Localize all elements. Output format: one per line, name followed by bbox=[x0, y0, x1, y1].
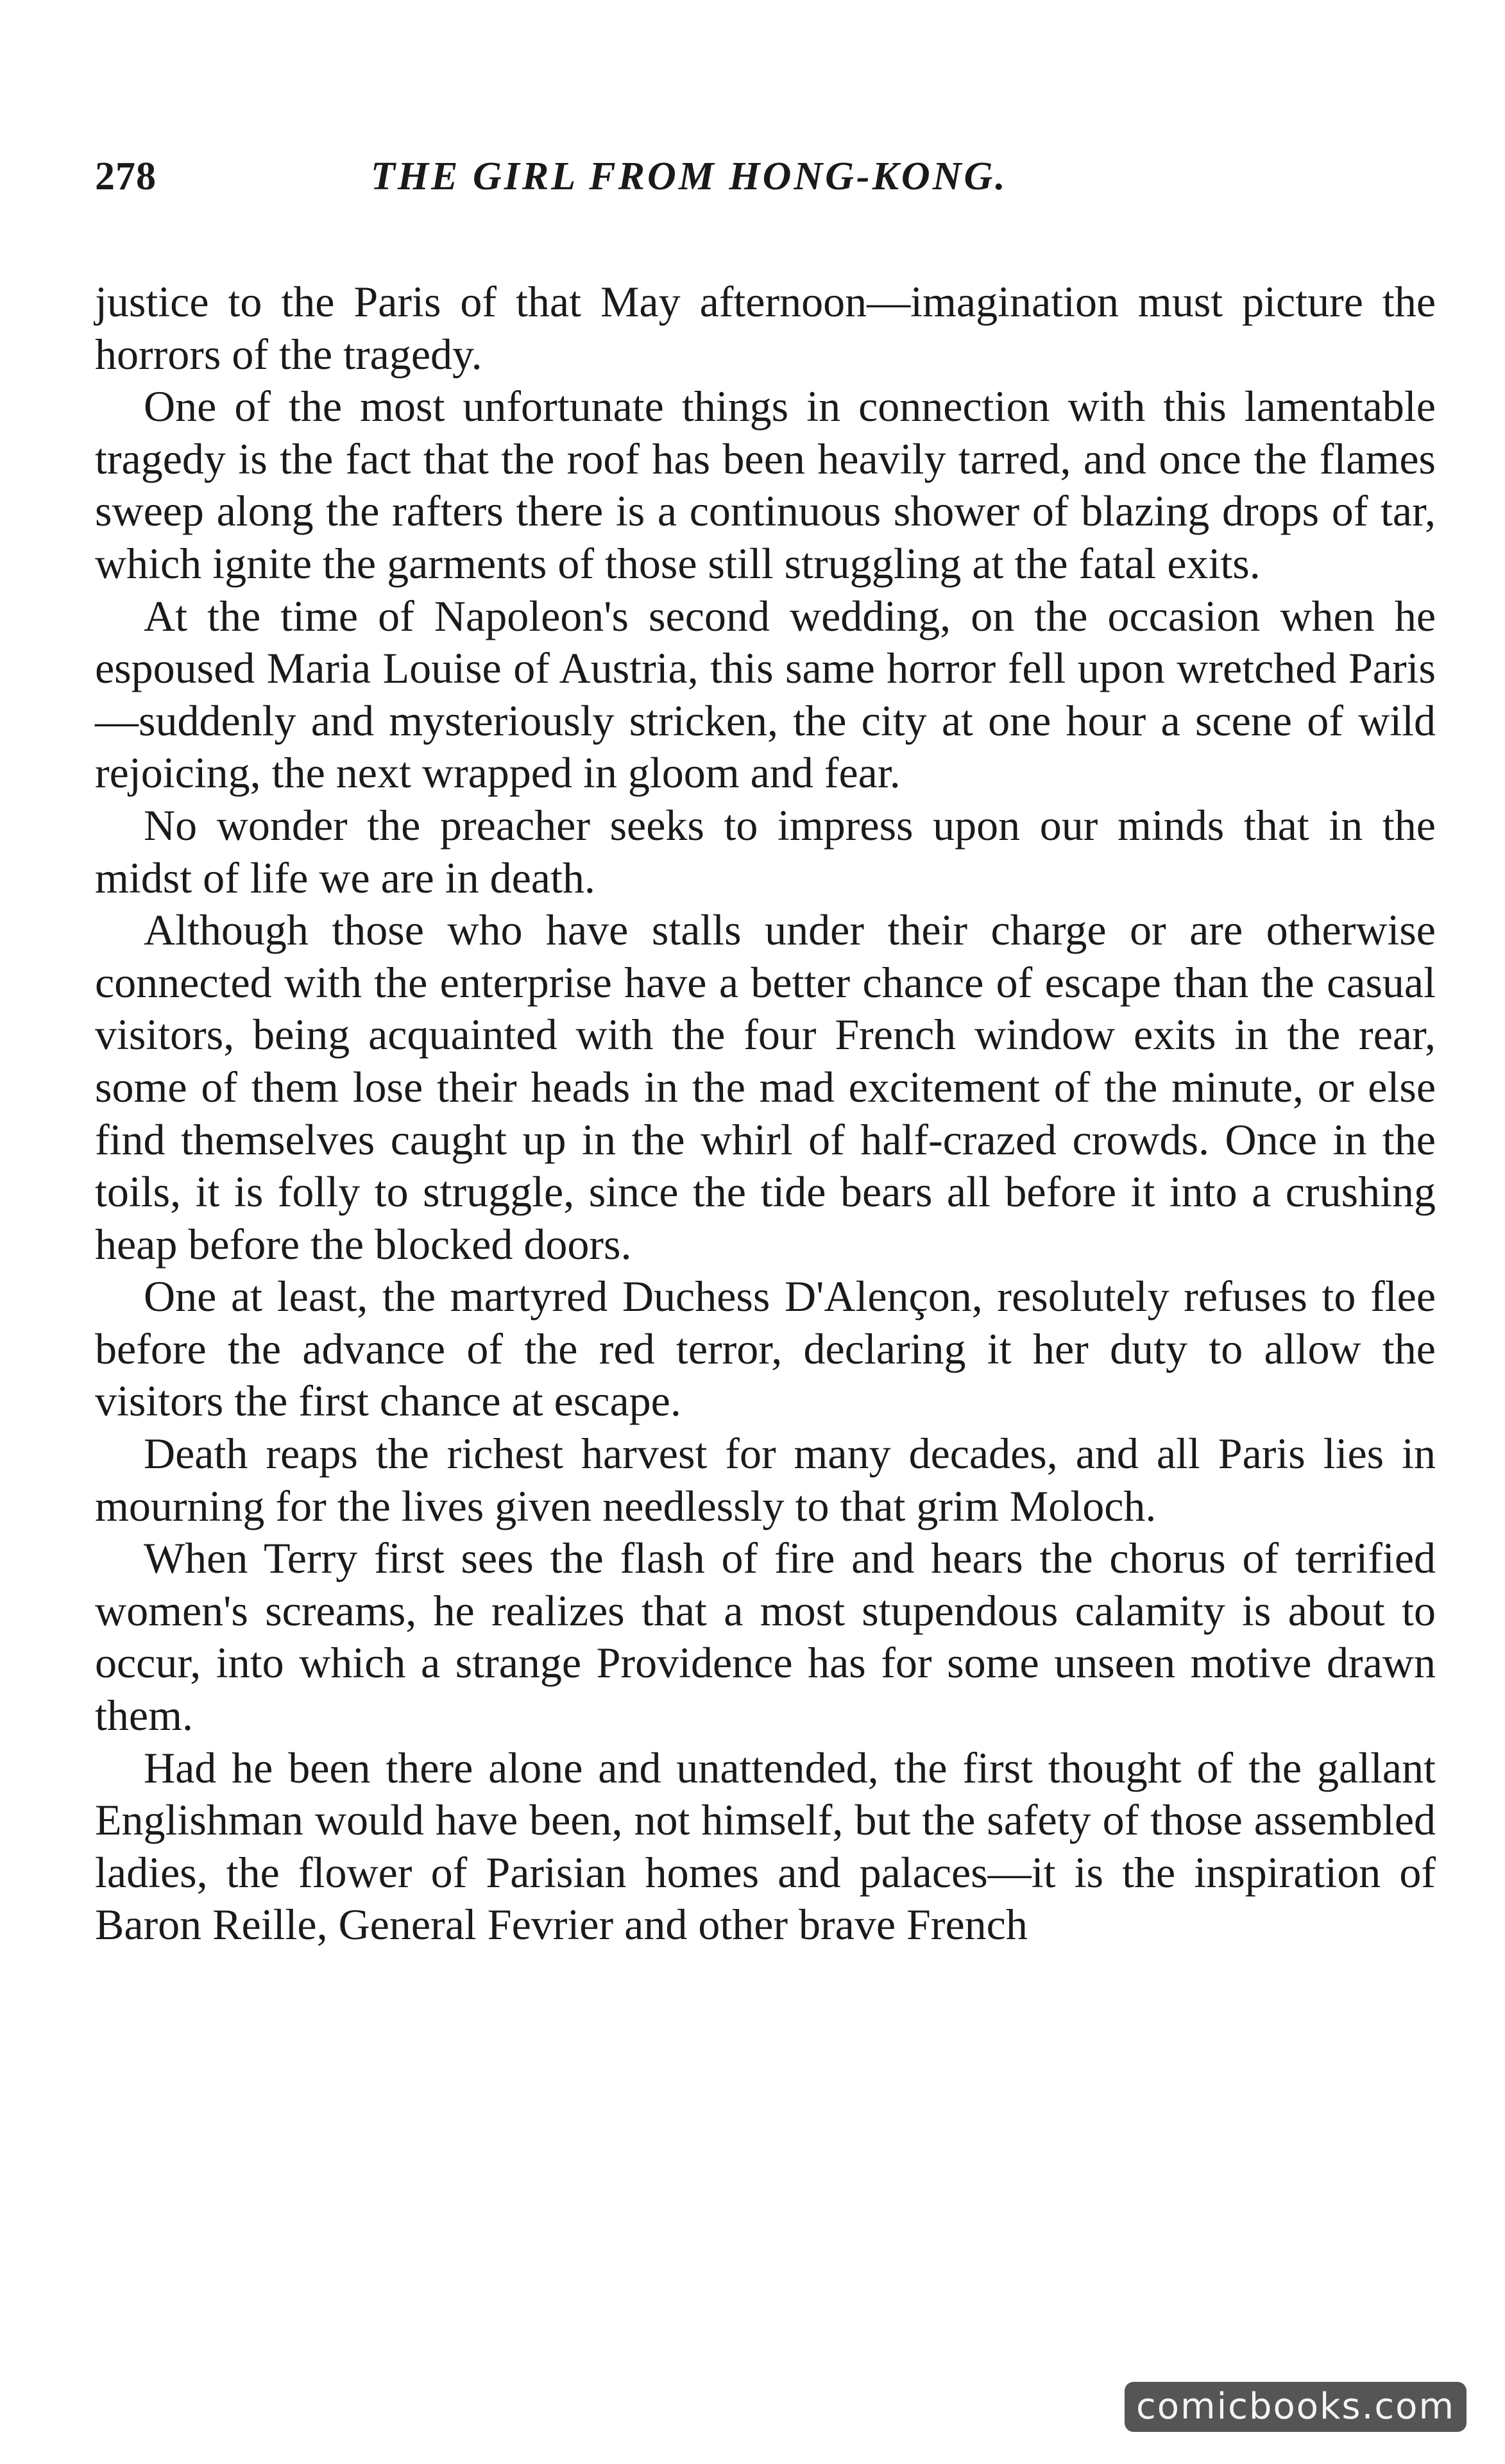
paragraph: No wonder the preacher seeks to impress upon our minds that in the midst of life we are in death. bbox=[95, 800, 1436, 902]
paragraph: Although those who have stalls under their charge or are otherwise connected with the enterprise have a better chance of escape than the casual visitors, being acquainted with the four French window exits in the rear, some of them lose their heads in the mad excitement of the minute, or else find themselves caught up in the whirl of half-crazed crowds. Once in the toils, it is folly to struggle, since the tide bears all before it into a crushing heap before the blocked doors. bbox=[95, 905, 1436, 1269]
paragraph: At the time of Napoleon's second wedding, on the occasion when he espoused Maria Louise of Austria, this same horror fell upon wretched Paris—suddenly and mysteriously stricken, the city at one hour a scene of wild rejoicing, the next wrapped in gloom and fear. bbox=[95, 591, 1436, 798]
paragraph: Death reaps the richest harvest for many decades, and all Paris lies in mourning for the lives given needlessly to that grim Moloch. bbox=[95, 1429, 1436, 1530]
paragraph: justice to the Paris of that May afternoon—imagination must picture the horrors of the tragedy. bbox=[95, 277, 1436, 379]
running-title: THE GIRL FROM HONG-KONG. bbox=[371, 155, 1008, 198]
running-head bbox=[95, 154, 1436, 212]
body-text bbox=[95, 276, 1436, 1951]
paragraph: Had he been there alone and unattended, the first thought of the gallant Englishman would have been, not himself, but the safety of those assembled ladies, the flower of Parisian homes and palaces—it is the inspiration of Baron Reille, General Fevrier and other brave French bbox=[95, 1743, 1436, 1949]
watermark: comicbooks.com bbox=[1125, 2382, 1467, 2432]
paragraph: One of the most unfortunate things in connection with this lamentable tragedy is the fact that the roof has been heavily tarred, and once the flames sweep along the rafters there is a continuous shower of blazing drops of tar, which ignite the garments of those still struggling at the fatal exits. bbox=[95, 382, 1436, 588]
book-page bbox=[95, 154, 1436, 1951]
paragraph: One at least, the martyred Duchess D'Alençon, resolutely refuses to flee before the advance of the red terror, declaring it her duty to allow the visitors the first chance at escape. bbox=[95, 1272, 1436, 1426]
page-number: 278 bbox=[95, 155, 157, 198]
paragraph: When Terry first sees the flash of fire and hears the chorus of terrified women's screams, he realizes that a most stupendous calamity is about to occur, into which a strange Providence has for some unseen motive drawn them. bbox=[95, 1534, 1436, 1740]
